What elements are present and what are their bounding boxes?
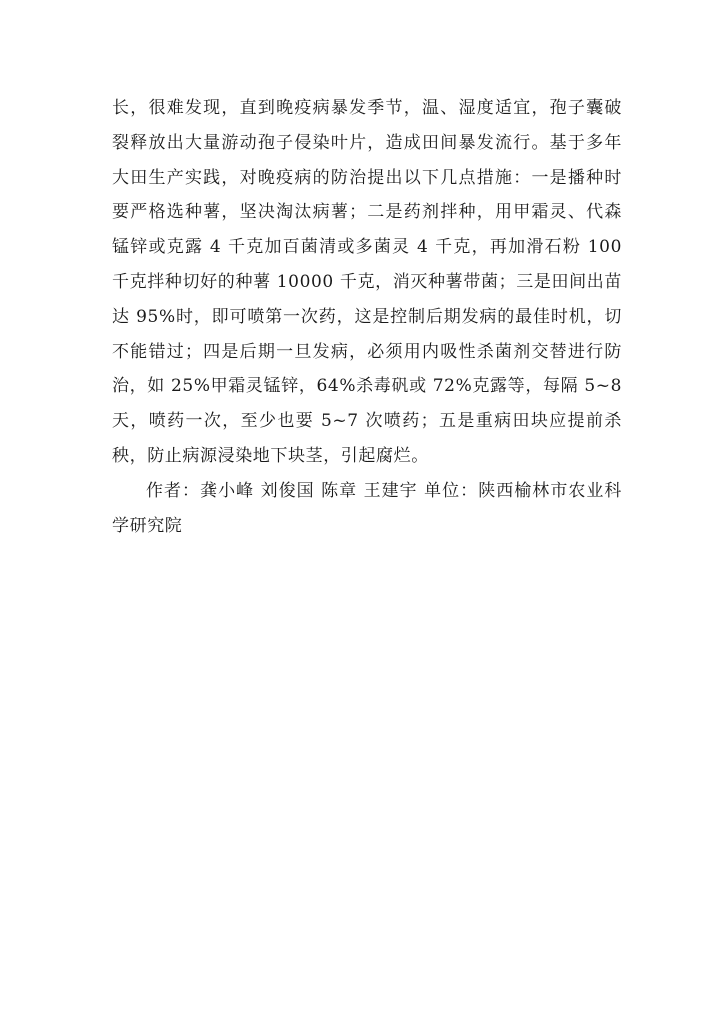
document-body — [112, 91, 622, 543]
author-byline: 作者：龚小峰 刘俊国 陈章 王建宇 单位：陕西榆林市农业科学研究院 — [112, 480, 622, 536]
body-paragraph: 长，很难发现，直到晚疫病暴发季节，温、湿度适宜，孢子囊破裂释放出大量游动孢子侵染叶片，造成田间暴发流行。基于多年大田生产实践，对晚疫病的防治提出以下几点措施：一是播种时要严格选种薯，坚决淘汰病薯；二是药剂拌种，用甲霜灵、代森锰锌或克露 4 千克加百菌清或多菌灵 4 千克，再加滑石粉 100 千克拌种切好的种薯 10000 千克，消灭种薯带菌；三是田间出苗达 95%时，即可喷第一次药，这是控制后期发病的最佳时机，切不能错过；四是后期一旦发病，必须用内吸性杀菌剂交替进行防治，如 25%甲霜灵锰锌，64%杀毒矾或 72%克露等，每隔 5~8 天，喷药一次，至少也要 5~7 次喷药；五是重病田块应提前杀秧，防止病源浸染地下块茎，引起腐烂。 — [112, 98, 622, 466]
